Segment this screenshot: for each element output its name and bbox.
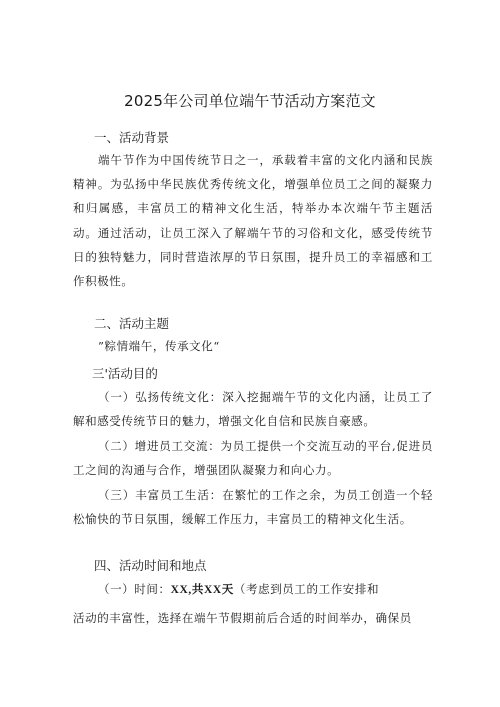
time-label: （一）时间：	[98, 582, 171, 596]
theme-text: ”粽情端午，传承文化“	[98, 339, 220, 353]
section-heading-time-place: 四、活动时间和地点	[94, 558, 207, 573]
section-heading-purpose: 三'活动目的	[92, 366, 158, 381]
purpose-paragraph-2: （二）增进员工交流：为员工提供一个交流互动的平台,促进员工之间的沟通与合作，增强团队凝聚力和向心力。	[73, 439, 433, 478]
section-heading-theme: 二、活动主题	[94, 316, 170, 331]
purpose-paragraph-1: （一）弘扬传统文化：深入挖掘端午节的文化内涵，让员工了解和感受传统节日的魅力，增强文化自信和民族自豪感。	[73, 390, 433, 429]
purpose-paragraph-3: （三）丰富员工生活：在繁忙的工作之余，为员工创造一个轻松愉快的节日氛围，缓解工作压力，丰富员工的精神文化生活。	[73, 488, 433, 527]
time-continuation: 活动的丰富性，选择在端午节假期前后合适的时间举办，确保员	[73, 611, 412, 625]
section-heading-background: 一、活动背景	[94, 130, 170, 145]
time-line	[98, 581, 379, 597]
background-paragraph: 端午节作为中国传统节日之一，承载着丰富的文化内涵和民族精神。为弘扬中华民族优秀传统文化，增强单位员工之间的凝聚力和归属感，丰富员工的精神文化生活，特举办本次端午节主题活动。通过活动，让员工深入了解端午节的习俗和文化，感受传统节日的独特魅力，同时营造浓厚的节日氛围，提升员工的幸福感和工作积极性。	[73, 153, 433, 289]
time-value: XX,共XX天	[170, 584, 234, 596]
document-title: 2025年公司单位端午节活动方案范文	[124, 92, 376, 110]
time-note: （考虑到员工的工作安排和	[233, 582, 380, 596]
